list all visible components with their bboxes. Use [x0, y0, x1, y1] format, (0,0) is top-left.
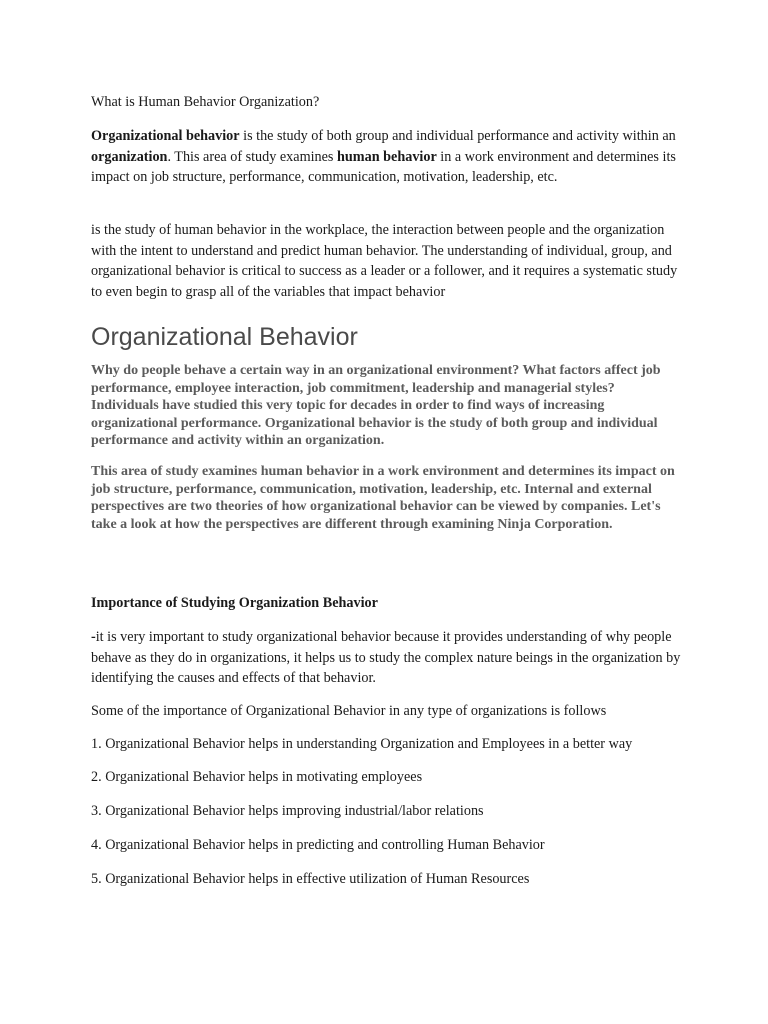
intro-text-2: . This area of study examines: [167, 148, 338, 165]
list-item: 5. Organizational Behavior helps in effective utilization of Human Resources: [91, 871, 530, 887]
intro-text-1: is the study of both group and individual performance and activity within an: [239, 128, 676, 144]
question-line: What is Human Behavior Organization?: [91, 94, 320, 110]
gray-paragraph-2: This area of study examines human behavior in a work environment and determines its impact on job structure, performance, communication, motivation, leadership, etc. Internal and external perspectives are two theories of how organizational behavior can be viewed by companies. Let's take a look at how the perspectives are different through examining Ninja Corporation.: [91, 464, 675, 532]
importance-body: [91, 627, 681, 689]
importance-dash: -: [91, 629, 96, 645]
importance-body-text: it is very important to study organizational behavior because it provides understanding of why people behave as they do in organizations, it helps us to study the complex nature beings in the organization by identifying the causes and effects of that behavior.: [91, 629, 681, 686]
gray-paragraph-1: Why do people behave a certain way in an organizational environment? What factors affect job performance, employee interaction, job commitment, leadership and managerial styles? Individuals have studied this very topic for decades in order to find ways of increasing organizational performance. Organizational behavior is the study of both group and individual performance and activity within an organization.: [91, 363, 661, 449]
list-item: 3. Organizational Behavior helps improving industrial/labor relations: [91, 803, 484, 819]
list-item: 4. Organizational Behavior helps in predicting and controlling Human Behavior: [91, 837, 545, 853]
intro-paragraph: [91, 126, 681, 188]
intro-text-3: in a work environment and determines its impact on job structure, performance, communication, motivation, leadership, etc.: [91, 148, 676, 185]
term-organization: organization: [91, 148, 168, 165]
term-organizational-behavior: Organizational behavior: [91, 128, 240, 144]
section-heading: Organizational Behavior: [91, 323, 358, 351]
definition-paragraph: is the study of human behavior in the workplace, the interaction between people and the organization with the intent to understand and predict human behavior. The understanding of individual, group, and organizational behavior is critical to success as a leader or a follower, and it requires a systematic study to even begin to grasp all of the variables that impact behavior: [91, 222, 678, 300]
importance-lead: Some of the importance of Organizational Behavior in any type of organizations is follows: [91, 703, 607, 719]
list-item: 1. Organizational Behavior helps in understanding Organization and Employees in a better way: [91, 736, 633, 752]
term-human-behavior: human behavior: [337, 148, 437, 165]
list-item: 2. Organizational Behavior helps in motivating employees: [91, 769, 423, 785]
importance-heading: Importance of Studying Organization Behavior: [91, 595, 378, 611]
